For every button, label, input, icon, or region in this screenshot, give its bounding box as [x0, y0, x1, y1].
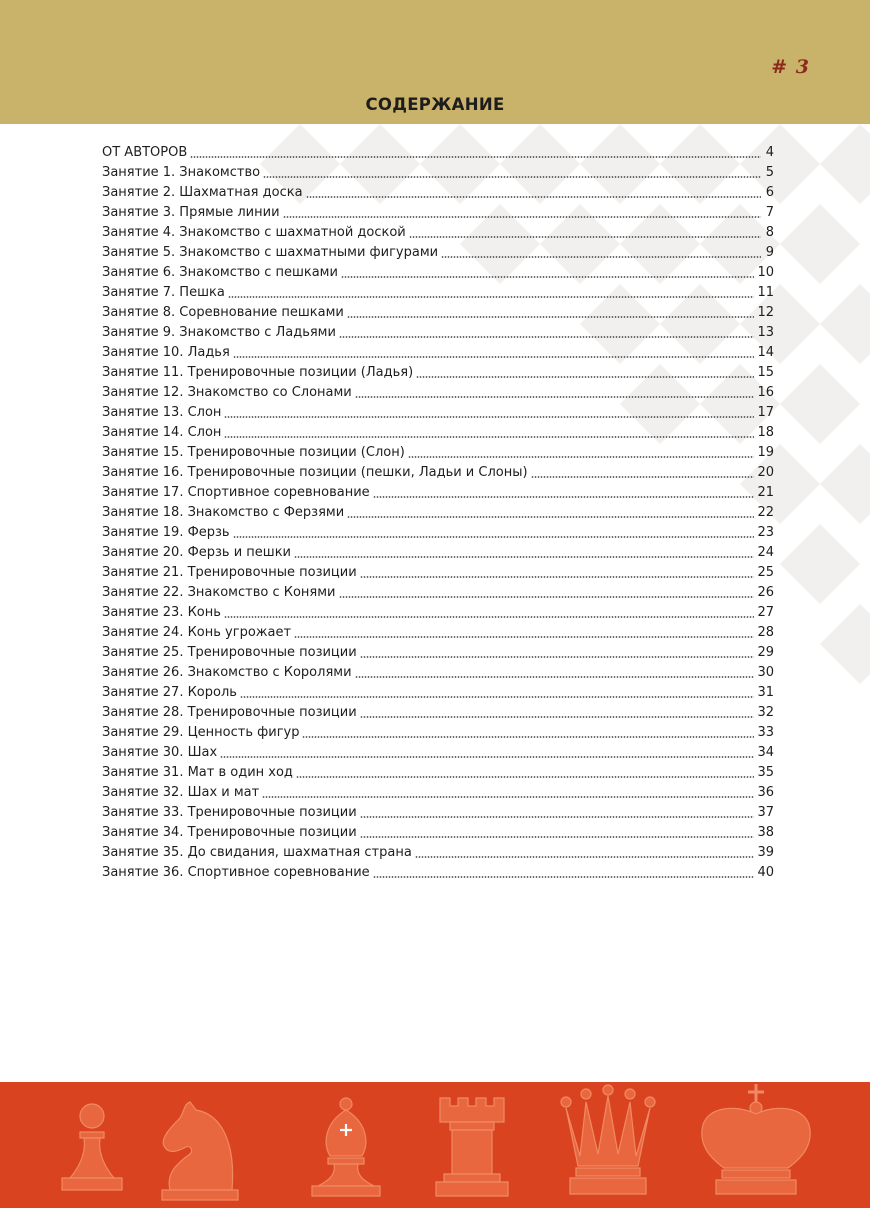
toc-dot-leader	[373, 496, 755, 498]
toc-entry-label: Занятие 7. Пешка	[102, 285, 225, 300]
toc-entry[interactable]	[102, 463, 774, 483]
toc-dot-leader	[360, 716, 755, 718]
toc-dot-leader	[409, 236, 761, 238]
toc-dot-leader	[339, 336, 755, 338]
toc-entry[interactable]	[102, 843, 774, 863]
toc-entry[interactable]	[102, 483, 774, 503]
toc-entry-page-number: 10	[757, 265, 774, 280]
page-number: # 3	[771, 56, 810, 78]
toc-entry[interactable]	[102, 543, 774, 563]
toc-entry-label: Занятие 18. Знакомство с Ферзями	[102, 505, 345, 520]
toc-dot-leader	[233, 356, 755, 358]
toc-dot-leader	[360, 836, 755, 838]
toc-dot-leader	[224, 616, 755, 618]
toc-dot-leader	[416, 376, 754, 378]
toc-entry[interactable]	[102, 443, 774, 463]
toc-entry-page-number: 40	[757, 865, 774, 880]
toc-entry-label: Занятие 22. Знакомство с Конями	[102, 585, 336, 600]
toc-entry[interactable]	[102, 523, 774, 543]
toc-entry[interactable]	[102, 723, 774, 743]
toc-entry-page-number: 8	[765, 225, 774, 240]
toc-entry-page-number: 12	[757, 305, 774, 320]
toc-entry-page-number: 15	[757, 365, 774, 380]
toc-entry[interactable]	[102, 223, 774, 243]
toc-entry-label: Занятие 24. Конь угрожает	[102, 625, 292, 640]
toc-entry-page-number: 39	[757, 845, 774, 860]
toc-entry-page-number: 6	[765, 185, 774, 200]
toc-entry-page-number: 14	[757, 345, 774, 360]
toc-entry[interactable]	[102, 383, 774, 403]
toc-entry-label: Занятие 26. Знакомство с Королями	[102, 665, 352, 680]
toc-entry[interactable]	[102, 863, 774, 883]
toc-dot-leader	[306, 196, 761, 198]
toc-entry-label: Занятие 1. Знакомство	[102, 165, 261, 180]
toc-entry-label: Занятие 28. Тренировочные позиции	[102, 705, 357, 720]
toc-entry-page-number: 16	[757, 385, 774, 400]
toc-entry-page-number: 36	[757, 785, 774, 800]
toc-entry-page-number: 5	[765, 165, 774, 180]
toc-dot-leader	[263, 176, 761, 178]
toc-entry-page-number: 23	[757, 525, 774, 540]
toc-entry-page-number: 33	[757, 725, 774, 740]
bishop-icon	[312, 1098, 380, 1196]
toc-dot-leader	[296, 776, 755, 778]
toc-dot-leader	[262, 796, 754, 798]
toc-entry[interactable]	[102, 703, 774, 723]
toc-entry-label: Занятие 29. Ценность фигур	[102, 725, 300, 740]
toc-entry-label: Занятие 5. Знакомство с шахматными фигурами	[102, 245, 439, 260]
toc-entry-label: Занятие 36. Спортивное соревнование	[102, 865, 370, 880]
toc-dot-leader	[339, 596, 755, 598]
toc-entry-page-number: 37	[757, 805, 774, 820]
toc-entry-label: Занятие 34. Тренировочные позиции	[102, 825, 357, 840]
toc-dot-leader	[294, 556, 754, 558]
toc-entry-label: Занятие 4. Знакомство с шахматной доской	[102, 225, 406, 240]
knight-icon	[162, 1102, 238, 1200]
toc-entry-page-number: 26	[757, 585, 774, 600]
toc-entry[interactable]	[102, 663, 774, 683]
toc-dot-leader	[373, 876, 755, 878]
toc-entry[interactable]	[102, 323, 774, 343]
toc-entry-label: Занятие 12. Знакомство со Слонами	[102, 385, 352, 400]
toc-entry-label: Занятие 8. Соревнование пешками	[102, 305, 344, 320]
toc-dot-leader	[302, 736, 754, 738]
toc-entry-label: Занятие 20. Ферзь и пешки	[102, 545, 292, 560]
toc-entry-label: Занятие 14. Слон	[102, 425, 222, 440]
toc-entry-label: Занятие 25. Тренировочные позиции	[102, 645, 357, 660]
toc-entry[interactable]	[102, 183, 774, 203]
toc-entry-label: Занятие 6. Знакомство с пешками	[102, 265, 338, 280]
toc-entry-page-number: 24	[757, 545, 774, 560]
toc-entry-page-number: 11	[757, 285, 774, 300]
toc-dot-leader	[233, 536, 755, 538]
king-icon	[702, 1084, 810, 1194]
toc-entry-label: Занятие 10. Ладья	[102, 345, 230, 360]
toc-entry-label: Занятие 11. Тренировочные позиции (Ладья)	[102, 365, 414, 380]
toc-entry-label: Занятие 23. Конь	[102, 605, 221, 620]
toc-entry-page-number: 18	[757, 425, 774, 440]
toc-dot-leader	[347, 516, 754, 518]
queen-icon	[561, 1085, 655, 1194]
toc-entry[interactable]	[102, 303, 774, 323]
toc-entry-page-number: 20	[757, 465, 774, 480]
toc-entry-page-number: 35	[757, 765, 774, 780]
toc-entry[interactable]	[102, 283, 774, 303]
toc-dot-leader	[360, 576, 755, 578]
toc-entry-label: Занятие 35. До свидания, шахматная страна	[102, 845, 412, 860]
toc-entry-page-number: 22	[757, 505, 774, 520]
toc-entry[interactable]	[102, 743, 774, 763]
toc-entry-label: Занятие 33. Тренировочные позиции	[102, 805, 357, 820]
toc-entry-page-number: 17	[757, 405, 774, 420]
toc-entry[interactable]	[102, 143, 774, 163]
toc-entry[interactable]	[102, 403, 774, 423]
toc-entry[interactable]	[102, 423, 774, 443]
table-of-contents	[102, 143, 774, 883]
toc-entry-page-number: 31	[757, 685, 774, 700]
toc-dot-leader	[341, 276, 755, 278]
toc-entry[interactable]	[102, 503, 774, 523]
toc-dot-leader	[228, 296, 755, 298]
toc-dot-leader	[355, 676, 755, 678]
toc-entry[interactable]	[102, 343, 774, 363]
toc-entry-label: Занятие 27. Король	[102, 685, 237, 700]
toc-dot-leader	[294, 636, 754, 638]
toc-dot-leader	[415, 856, 755, 858]
toc-entry-page-number: 27	[757, 605, 774, 620]
toc-entry-label: Занятие 3. Прямые линии	[102, 205, 280, 220]
toc-entry-page-number: 19	[757, 445, 774, 460]
toc-entry[interactable]	[102, 683, 774, 703]
toc-entry-page-number: 25	[757, 565, 774, 580]
toc-dot-leader	[355, 396, 755, 398]
toc-entry[interactable]	[102, 583, 774, 603]
toc-entry[interactable]	[102, 823, 774, 843]
toc-entry[interactable]	[102, 803, 774, 823]
toc-dot-leader	[190, 156, 761, 158]
toc-entry[interactable]	[102, 603, 774, 623]
toc-dot-leader	[224, 416, 754, 418]
toc-entry-page-number: 32	[757, 705, 774, 720]
toc-entry[interactable]	[102, 643, 774, 663]
toc-entry-page-number: 9	[765, 245, 774, 260]
toc-entry-page-number: 38	[757, 825, 774, 840]
toc-entry-page-number: 21	[757, 485, 774, 500]
toc-dot-leader	[240, 696, 755, 698]
toc-entry-label: Занятие 21. Тренировочные позиции	[102, 565, 357, 580]
toc-entry[interactable]	[102, 623, 774, 643]
toc-entry-page-number: 4	[765, 145, 774, 160]
toc-entry-label: Занятие 30. Шах	[102, 745, 218, 760]
toc-entry[interactable]	[102, 783, 774, 803]
footer-chess-pieces-band	[0, 1082, 870, 1208]
toc-entry-page-number: 30	[757, 665, 774, 680]
toc-entry[interactable]	[102, 263, 774, 283]
toc-dot-leader	[220, 756, 754, 758]
toc-entry-page-number: 7	[765, 205, 774, 220]
toc-entry[interactable]	[102, 243, 774, 263]
toc-entry[interactable]	[102, 163, 774, 183]
toc-entry-label: ОТ АВТОРОВ	[102, 145, 188, 160]
page-title: СОДЕРЖАНИЕ	[365, 95, 505, 114]
toc-entry-label: Занятие 31. Мат в один ход	[102, 765, 293, 780]
toc-entry-label: Занятие 2. Шахматная доска	[102, 185, 303, 200]
toc-entry[interactable]	[102, 763, 774, 783]
toc-dot-leader	[224, 436, 754, 438]
toc-entry-label: Занятие 16. Тренировочные позиции (пешки, Ладьи и Слоны)	[102, 465, 528, 480]
toc-entry[interactable]	[102, 203, 774, 223]
pawn-icon	[62, 1104, 122, 1190]
toc-entry-label: Занятие 13. Слон	[102, 405, 222, 420]
toc-dot-leader	[408, 456, 755, 458]
toc-entry-label: Занятие 15. Тренировочные позиции (Слон)	[102, 445, 405, 460]
toc-entry-label: Занятие 17. Спортивное соревнование	[102, 485, 370, 500]
toc-entry[interactable]	[102, 363, 774, 383]
toc-dot-leader	[441, 256, 761, 258]
toc-dot-leader	[360, 816, 755, 818]
toc-entry-page-number: 34	[757, 745, 774, 760]
toc-dot-leader	[347, 316, 755, 318]
toc-dot-leader	[360, 656, 755, 658]
toc-entry-page-number: 28	[757, 625, 774, 640]
toc-entry-page-number: 13	[757, 325, 774, 340]
toc-entry[interactable]	[102, 563, 774, 583]
toc-entry-page-number: 29	[757, 645, 774, 660]
rook-icon	[436, 1098, 508, 1196]
toc-entry-label: Занятие 32. Шах и мат	[102, 785, 260, 800]
toc-dot-leader	[531, 476, 755, 478]
toc-entry-label: Занятие 9. Знакомство с Ладьями	[102, 325, 336, 340]
toc-dot-leader	[283, 216, 761, 218]
toc-entry-label: Занятие 19. Ферзь	[102, 525, 230, 540]
